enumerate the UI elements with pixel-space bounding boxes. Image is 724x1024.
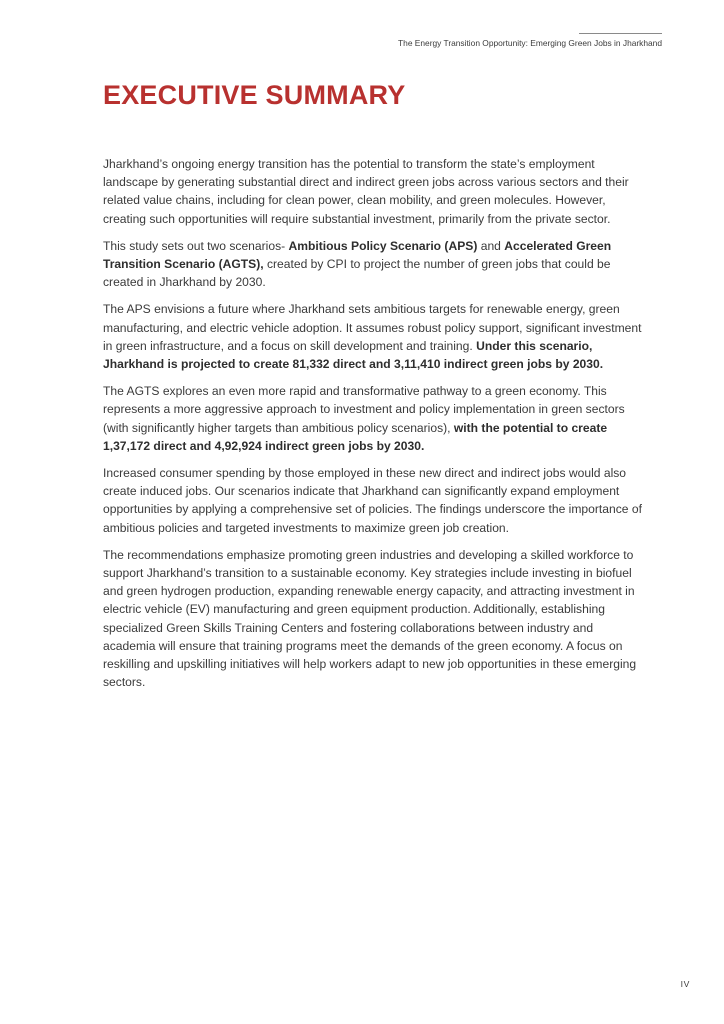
page-number: IV	[680, 979, 690, 989]
agts-jobs-highlight: with the potential to create 1,37,172 direct and 4,92,924 indirect green jobs by 2030.	[103, 420, 608, 453]
paragraph-text: created by CPI to project the number of green jobs that could be created in Jharkhand by 2030.	[103, 257, 611, 290]
paragraph-aps	[103, 300, 643, 373]
paragraph-recommendations: The recommendations emphasize promoting green industries and developing a skilled workforce to support Jharkhand’s transition to a sustainable economy. Key strategies include investing in biofuel and green hydrogen production, expanding renewable energy capacity, and attracting investment in electric vehicle (EV) manufacturing and green equipment production. Additionally, establishing specialized Green Skills Training Centers and fostering collaborations between industry and academia will ensure that training programs meet the demands of the green economy. A focus on reskilling and upskilling initiatives will help workers adapt to new job opportunities in these emerging sectors.	[103, 547, 637, 690]
paragraph-text: The AGTS explores an even more rapid and transformative pathway to a green economy. This represents a more aggressive approach to investment and policy implementation in green sectors (with significantly higher targets than ambitious policy scenarios),	[103, 384, 625, 435]
paragraph-intro: Jharkhand’s ongoing energy transition has the potential to transform the state’s employment landscape by generating substantial direct and indirect green jobs across various sectors and their related value chains, including for clean power, clean mobility, and green molecules. However, creating such opportunities will require substantial investment, primarily from the private sector.	[103, 157, 629, 226]
aps-term: Ambitious Policy Scenario (APS)	[288, 238, 478, 253]
paragraph-induced-jobs: Increased consumer spending by those employed in these new direct and indirect jobs would also create induced jobs. Our scenarios indicate that Jharkhand can significantly expand employment opportunities by applying a comprehensive set of policies. The findings underscore the importance of ambitious policies and targeted investments to maximize green job creation.	[103, 466, 642, 535]
running-header: The Energy Transition Opportunity: Emerging Green Jobs in Jharkhand	[398, 38, 662, 48]
summary-body	[103, 155, 643, 700]
header-rule	[579, 33, 662, 34]
paragraph-agts	[103, 382, 643, 455]
agts-term: Accelerated Green Transition Scenario (AGTS),	[103, 238, 612, 272]
paragraph-text: This study sets out two scenarios-	[103, 238, 289, 253]
aps-jobs-highlight: Under this scenario, Jharkhand is projected to create 81,332 direct and 3,11,410 indirect green jobs by 2030.	[103, 338, 604, 372]
paragraph-scenarios	[103, 237, 643, 292]
paragraph-text: and	[477, 238, 505, 253]
paragraph-text: The APS envisions a future where Jharkhand sets ambitious targets for renewable energy, green manufacturing, and electric vehicle adoption. It assumes robust policy support, significant investment in green infrastructure, and a focus on skill development and training.	[103, 302, 642, 353]
page-title: EXECUTIVE SUMMARY	[103, 80, 406, 110]
